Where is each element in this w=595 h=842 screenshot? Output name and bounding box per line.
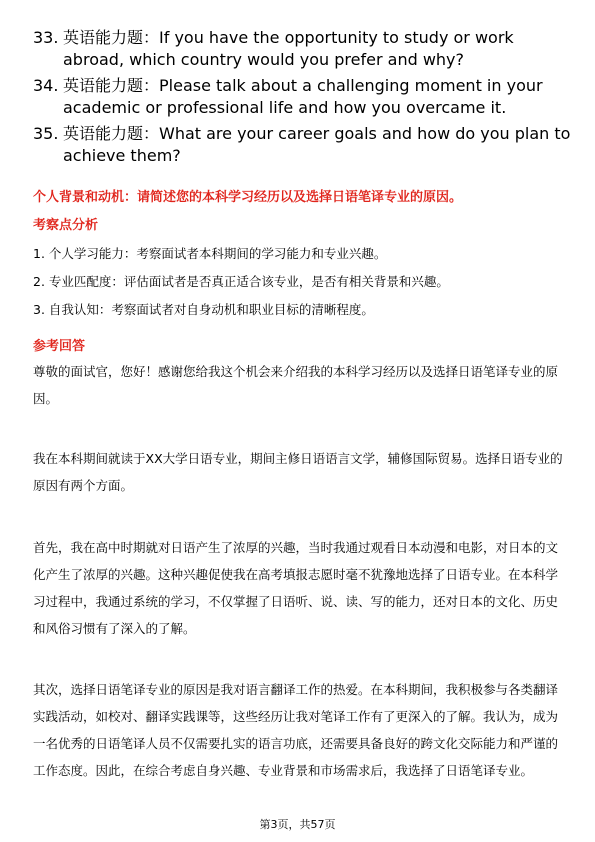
answer-paragraph: 首先，我在高中时期就对日语产生了浓厚的兴趣，当时我通过观看日本动漫和电影，对日本的文化产生了浓厚的兴趣。这种兴趣促使我在高考填报志愿时毫不犹豫地选择了日语专业。在本科学习过程中，我通过系统的学习，不仅掌握了日语听、说、读、写的能力，还对日本的文化、历史和风俗习惯有了深入的了解。	[33, 540, 559, 636]
question-text: 英语能力题：If you have the opportunity to study or work abroad, which country would you prefer and why?	[63, 28, 514, 69]
question-list	[33, 27, 573, 171]
question-item	[33, 123, 573, 167]
analysis-heading: 考察点分析	[33, 218, 99, 233]
answer-paragraph: 尊敬的面试官，您好！感谢您给我这个机会来介绍我的本科学习经历以及选择日语笔译专业的原因。	[33, 364, 559, 406]
question-text: 英语能力题：What are your career goals and how do you plan to achieve them?	[63, 124, 571, 165]
question-item	[33, 27, 573, 71]
question-item	[33, 75, 573, 119]
answer-paragraph: 其次，选择日语笔译专业的原因是我对语言翻译工作的热爱。在本科期间，我积极参与各类翻译实践活动，如校对、翻译实践课等，这些经历让我对笔译工作有了更深入的了解。我认为，成为一名优秀的日语笔译人员不仅需要扎实的语言功底，还需要具备良好的跨文化交际能力和严谨的工作态度。因此，在综合考虑自身兴趣、专业背景和市场需求后，我选择了日语笔译专业。	[33, 682, 559, 778]
page-footer: 第3页，共57页	[259, 818, 336, 831]
analysis-point: 3. 自我认知：考察面试者对自身动机和职业目标的清晰程度。	[33, 302, 374, 317]
question-number: 33.	[33, 28, 59, 47]
question-text: 英语能力题：Please talk about a challenging moment in your academic or professional life and how you overcame it.	[63, 76, 543, 117]
analysis-point: 2. 专业匹配度：评估面试者是否真正适合该专业，是否有相关背景和兴趣。	[33, 274, 449, 289]
analysis-point: 1. 个人学习能力：考察面试者本科期间的学习能力和专业兴趣。	[33, 246, 387, 261]
answer-paragraph: 我在本科期间就读于XX大学日语专业，期间主修日语语言文学，辅修国际贸易。选择日语专业的原因有两个方面。	[33, 451, 563, 493]
answer-heading: 参考回答	[33, 339, 86, 354]
question-number: 35.	[33, 124, 59, 143]
question-number: 34.	[33, 76, 59, 95]
section-title: 个人背景和动机：请简述您的本科学习经历以及选择日语笔译专业的原因。	[33, 190, 463, 205]
